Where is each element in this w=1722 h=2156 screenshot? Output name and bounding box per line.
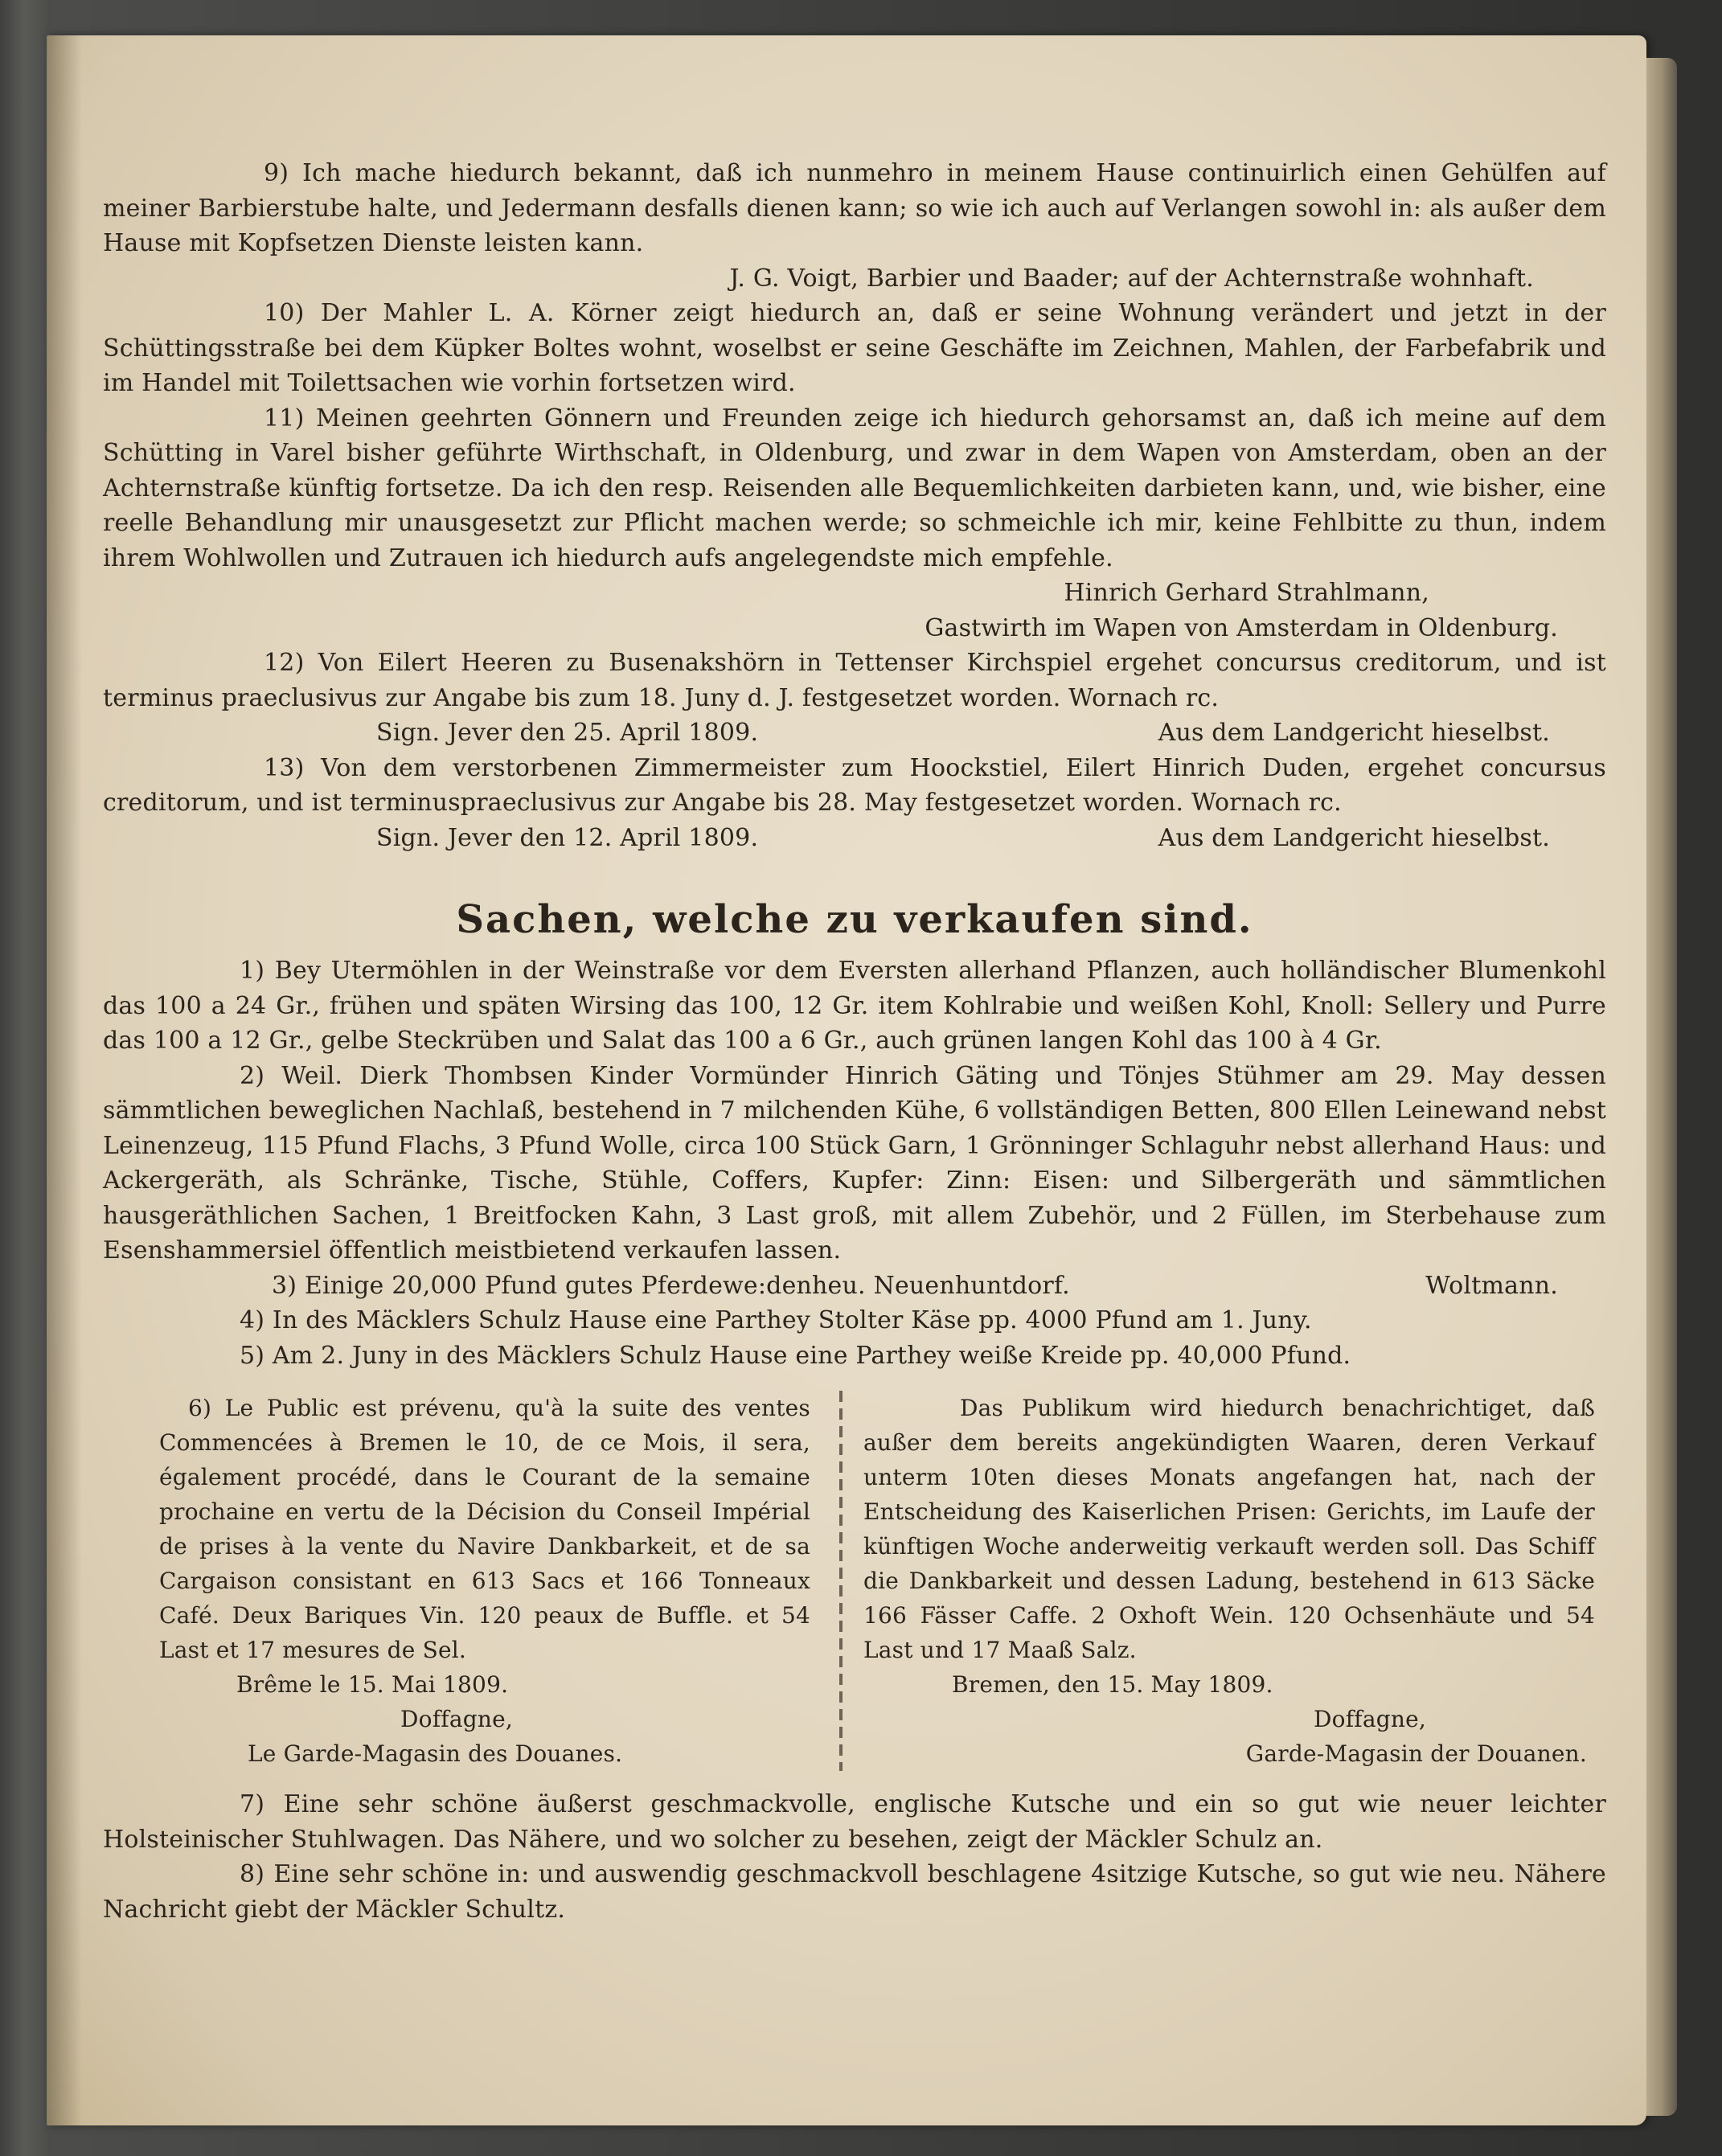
notice-13-sign-line — [103, 821, 1606, 856]
sale-item-3 — [103, 1269, 1606, 1304]
german-column — [863, 1391, 1595, 1771]
notice-13: 13) Von dem verstorbenen Zimmermeister zum Hoockstiel, Eilert Hinrich Duden, ergehet concursus creditorum, und ist terminuspraeclusivus zur Angabe bis 28. May festgesetzet worden. Wornach rc. — [103, 753, 1606, 817]
french-notice-name: Doffagne, — [400, 1706, 513, 1732]
notice-13-sign-place-date: Sign. Jever den 12. April 1809. — [376, 823, 759, 852]
notice-11-signature-title: Gastwirth im Wapen von Amsterdam in Oldenburg. — [925, 613, 1558, 642]
german-notice-body: Das Publikum wird hiedurch benachrichtiget, daß außer dem bereits angekündigten Waaren, deren Verkauf unterm 10ten dieses Monats angefangen hat, nach der Entscheidung des Kaiserlichen Prisen: Gerichts, im Laufe der künftigen Woche anderweitig verkauft werden soll. Das Schiff die Dankbarkeit und dessen Ladung, bestehend in 613 Säcke 166 Fässer Caffe. 2 Oxhoft Wein. 120 Ochsenhäute und 54 Last und 17 Maaß Salz. — [863, 1395, 1595, 1663]
column-divider — [839, 1391, 843, 1771]
sale-item-1: 1) Bey Utermöhlen in der Weinstraße vor dem Eversten allerhand Pflanzen, auch holländischer Blumenkohl das 100 a 24 Gr., frühen und späten Wirsing das 100, 12 Gr. item Kohlrabie und weißen Kohl, Knoll: Sellery und Purre das 100 a 12 Gr., gelbe Steckrüben und Salat das 100 a 6 Gr., auch grünen langen Kohl das 100 à 4 Gr. — [103, 957, 1606, 1055]
french-notice-date: Brême le 15. Mai 1809. — [236, 1671, 509, 1698]
bottom-notices — [103, 1787, 1606, 1927]
sale-item-3-signature: Woltmann. — [1425, 1271, 1558, 1300]
notice-9-signature: J. G. Voigt, Barbier und Baader; auf der Achternstraße wohnhaft. — [729, 264, 1534, 293]
french-column — [103, 1391, 810, 1771]
sale-item-4: 4) In des Mäcklers Schulz Hause eine Parthey Stolter Käse pp. 4000 Pfund am 1. Juny. — [240, 1306, 1312, 1334]
bilingual-notice — [103, 1391, 1606, 1771]
page-edge — [1646, 58, 1677, 2116]
notice-12-sign-court: Aus dem Landgericht hieselbst. — [1158, 719, 1550, 747]
notice-13-sign-court: Aus dem Landgericht hieselbst. — [1158, 823, 1550, 852]
notice-12: 12) Von Eilert Heeren zu Busenakshörn in Tettenser Kirchspiel ergehet concursus creditorum, und ist terminus praeclusivus zur Angabe bis zum 18. Juny d. J. festgesetzet worden. Wornach rc. — [103, 649, 1606, 712]
sale-item-2: 2) Weil. Dierk Thombsen Kinder Vormünder Hinrich Gäting und Tönjes Stühmer am 29. May dessen sämmtlichen beweglichen Nachlaß, bestehend in 7 milchenden Kühe, 6 vollständigen Betten, 800 Ellen Leinewand nebst Leinenzeug, 115 Pfund Flachs, 3 Pfund Wolle, circa 100 Stück Garn, 1 Grönninger Schlaguhr nebst allerhand Haus: und Ackergeräth, als Schränke, Tische, Stühle, Coffers, Kupfer: Zinn: Eisen: und Silbergeräth und sämmtlichen hausgeräthlichen Sachen, 1 Breitfocken Kahn, 3 Last groß, mit allem Zubehör, und 2 Füllen, im Sterbehause zum Esenshammersiel öffentlich meistbietend verkaufen lassen. — [103, 1061, 1606, 1264]
sale-item-7: 7) Eine sehr schöne äußerst geschmackvolle, englische Kutsche und ein so gut wie neuer leichter Holsteinischer Stuhlwagen. Das Nähere, und wo solcher zu besehen, zeigt der Mäckler Schulz an. — [103, 1790, 1606, 1854]
section-heading: Sachen, welche zu verkaufen sind. — [456, 897, 1253, 942]
notice-11-signature-name: Hinrich Gerhard Strahlmann, — [1064, 579, 1429, 607]
sale-item-5: 5) Am 2. Juny in des Mäcklers Schulz Hause eine Parthey weiße Kreide pp. 40,000 Pfund. — [240, 1341, 1351, 1370]
notice-12-sign-place-date: Sign. Jever den 25. April 1809. — [376, 719, 759, 747]
german-notice-office: Garde-Magasin der Douanen. — [1245, 1740, 1587, 1767]
document-page — [47, 35, 1646, 2125]
sale-item-8: 8) Eine sehr schöne in: und auswendig geschmackvoll beschlagene 4sitzige Kutsche, so gut wie neu. Nähere Nachricht giebt der Mäckler Schultz. — [103, 1860, 1606, 1924]
german-notice-date: Bremen, den 15. May 1809. — [952, 1671, 1273, 1698]
page-gutter-shadow — [47, 35, 82, 2125]
sale-item-3-text: 3) Einige 20,000 Pfund gutes Pferdewe:denheu. Neuenhuntdorf. — [272, 1271, 1070, 1300]
notice-11: 11) Meinen geehrten Gönnern und Freunden zeige ich hiedurch gehorsamst an, daß ich meine auf dem Schütting in Varel bisher geführte Wirthschaft, in Oldenburg, und zwar in dem Wapen von Amsterdam, oben an der Achternstraße künftig fortsetze. Da ich den resp. Reisenden alle Bequemlichkeiten darbieten kann, und, wie bisher, eine reelle Behandlung mir unausgesetzt zur Pflicht machen werde; so schmeichle ich mir, keine Fehlbitte zu thun, indem ihrem Wohlwollen und Zutrauen ich hiedurch aufs angelegendste mich empfehle. — [103, 404, 1606, 572]
french-notice-office: Le Garde-Magasin des Douanes. — [248, 1740, 623, 1767]
french-notice-body: 6) Le Public est prévenu, qu'à la suite des ventes Commencées à Bremen le 10, de ce Mois, il sera, également procédé, dans le Courant de la semaine prochaine en vertu de la Décision du Conseil Impérial de prises à la vente du Navire Dankbarkeit, et de sa Cargaison consistant en 613 Sacs et 166 Tonneaux Café. Deux Bariques Vin. 120 peaux de Buffle. et 54 Last et 17 mesures de Sel. — [159, 1395, 810, 1663]
page-content — [103, 156, 1606, 1927]
notice-9: 9) Ich mache hiedurch bekannt, daß ich nunmehro in meinem Hause continuirlich einen Gehülfen auf meiner Barbierstube halte, und Jedermann desfalls dienen kann; so wie ich auch auf Verlangen sowohl in: als außer dem Hause mit Kopfsetzen Dienste leisten kann. — [103, 159, 1606, 257]
notice-12-sign-line — [103, 715, 1606, 751]
german-notice-name: Doffagne, — [1314, 1706, 1426, 1732]
notice-10: 10) Der Mahler L. A. Körner zeigt hiedurch an, daß er seine Wohnung verändert und jetzt in der Schüttingsstraße bei dem Küpker Boltes wohnt, woselbst er seine Geschäfte im Zeichnen, Mahlen, der Farbefabrik und im Handel mit Toilettsachen wie vorhin fortsetzen wird. — [103, 299, 1606, 397]
